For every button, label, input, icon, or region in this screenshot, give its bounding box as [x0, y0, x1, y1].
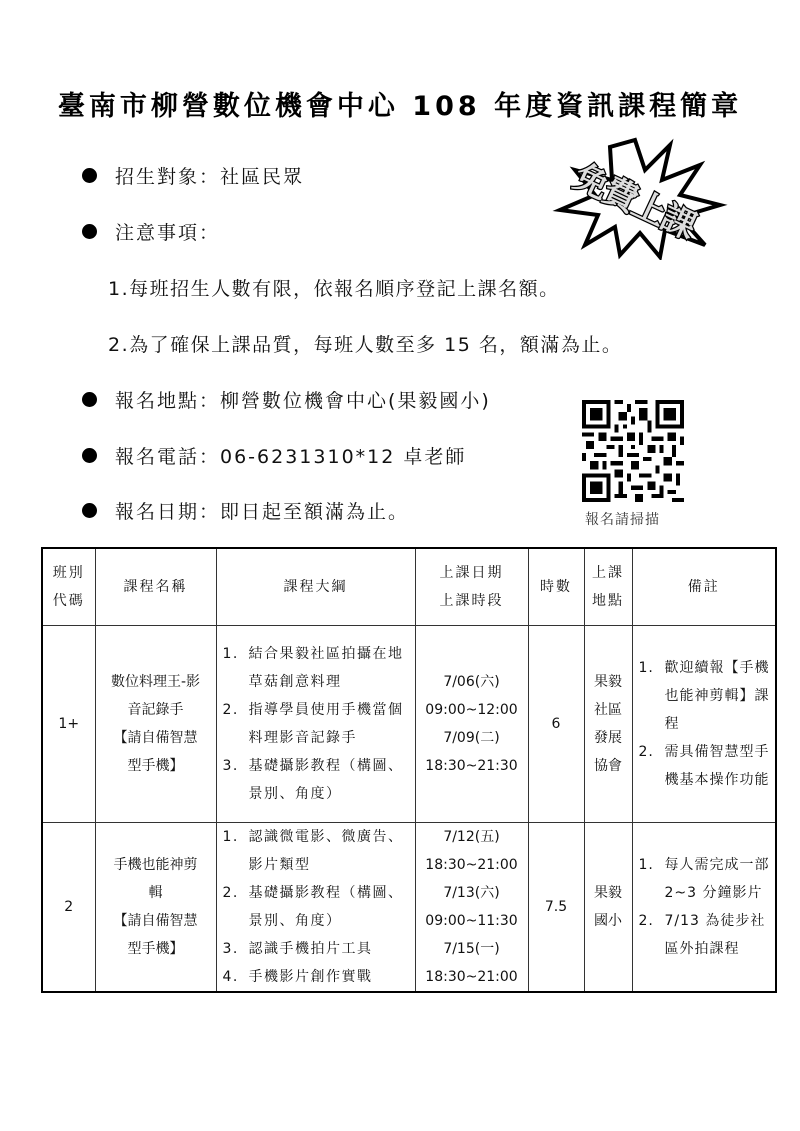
location-line: 國小: [594, 913, 622, 929]
location-line: 果毅: [594, 885, 622, 901]
date-line: 7/12(五): [443, 829, 500, 845]
item-number: 3.: [222, 758, 239, 774]
location-text: 報名地點：柳營數位機會中心(果毅國小): [115, 390, 491, 412]
remark-item: [639, 654, 772, 738]
info-location: [82, 386, 491, 413]
header-outline: 課程大綱: [216, 548, 415, 626]
starburst-icon: [540, 135, 730, 260]
header-text: 上課日期: [439, 565, 504, 581]
course-table: [41, 547, 777, 993]
cell-remarks: [632, 626, 776, 823]
location-line: 發展: [594, 730, 622, 746]
info-phone: [82, 442, 466, 469]
name-line: 手機也能神剪: [113, 857, 198, 873]
remark-item: [639, 738, 772, 794]
info-date: [82, 497, 409, 524]
item-text: 基礎攝影教程（構圖、景別、角度）: [248, 885, 404, 929]
location-line: 果毅: [594, 674, 622, 690]
table-header-row: [42, 548, 776, 626]
remark-item: [639, 851, 772, 907]
location-line: 社區: [594, 702, 622, 718]
outline-item: [223, 752, 411, 808]
item-number: 2.: [222, 702, 239, 718]
qr-code-icon: [582, 400, 684, 502]
outline-item: [223, 823, 411, 879]
header-date-time: [415, 548, 528, 626]
item-number: 2.: [638, 744, 654, 760]
date-text: 報名日期：即日起至額滿為止。: [115, 501, 410, 523]
date-line: 7/15(一): [443, 941, 500, 957]
notes-label: 注意事項：: [115, 222, 221, 244]
note-1: 1.每班招生人數有限，依報名順序登記上課名額。: [108, 278, 560, 300]
item-number: 2.: [638, 913, 654, 929]
outline-item: [223, 640, 411, 696]
header-hours: 時數: [528, 548, 584, 626]
remark-item: [639, 907, 772, 963]
cell-remarks: [632, 823, 776, 993]
time-line: 09:00~12:00: [425, 702, 518, 718]
cell-course-name: [95, 823, 216, 993]
date-line: 7/13(六): [443, 885, 500, 901]
header-location: [584, 548, 632, 626]
item-text: 需具備智慧型手機基本操作功能: [664, 744, 770, 788]
target-text: 招生對象：社區民眾: [115, 166, 305, 188]
item-text: 7/13 為徒步社區外拍課程: [664, 913, 766, 957]
cell-hours: 7.5: [528, 823, 584, 993]
cell-date-time: [415, 626, 528, 823]
outline-item: [223, 879, 411, 935]
item-number: 2.: [222, 885, 239, 901]
item-number: 1.: [222, 829, 239, 845]
bullet-icon: [82, 448, 97, 463]
outline-item: [223, 935, 411, 963]
bullet-icon: [82, 503, 97, 518]
item-number: 1.: [222, 646, 239, 662]
cell-location: [584, 626, 632, 823]
cell-course-name: [95, 626, 216, 823]
name-line: 【請自備智慧: [113, 730, 198, 746]
time-line: 18:30~21:00: [425, 969, 518, 985]
item-number: 1.: [638, 857, 654, 873]
name-line: 數位料理王-影: [110, 674, 201, 690]
bullet-icon: [82, 224, 97, 239]
name-line: 【請自備智慧: [113, 913, 198, 929]
header-remarks: 備註: [632, 548, 776, 626]
name-line: 型手機】: [127, 941, 184, 957]
item-number: 3.: [222, 941, 239, 957]
outline-item: [223, 963, 411, 991]
item-text: 每人需完成一部 2~3 分鐘影片: [664, 857, 770, 901]
page-title: 臺南市柳營數位機會中心 108 年度資訊課程簡章: [57, 91, 743, 122]
header-text: 上課時段: [439, 593, 504, 609]
badge-text: 免費上課: [567, 156, 701, 247]
table-row: [42, 823, 776, 993]
header-text: 班別: [52, 565, 85, 581]
cell-hours: 6: [528, 626, 584, 823]
time-line: 18:30~21:30: [425, 758, 518, 774]
item-text: 認識微電影、微廣告、影片類型: [248, 829, 404, 873]
name-line: 音記錄手: [127, 702, 184, 718]
cell-location: [584, 823, 632, 993]
free-class-badge: [540, 135, 730, 260]
item-text: 指導學員使用手機當個料理影音記錄手: [248, 702, 404, 746]
item-text: 基礎攝影教程（構圖、景別、角度）: [248, 758, 404, 802]
cell-code: 2: [42, 823, 95, 993]
header-text: 上課: [592, 565, 624, 581]
outline-item: [223, 696, 411, 752]
cell-outline: [216, 823, 415, 993]
header-class-code: [42, 548, 95, 626]
name-line: 型手機】: [127, 758, 184, 774]
phone-text: 報名電話：06-6231310*12 卓老師: [115, 446, 467, 468]
name-line: 輯: [148, 885, 163, 901]
cell-outline: [216, 626, 415, 823]
item-text: 認識手機拍片工具: [248, 941, 373, 957]
header-text: 地點: [592, 593, 624, 609]
item-number: 1.: [638, 660, 654, 676]
date-line: 7/09(二): [443, 730, 500, 746]
item-text: 結合果毅社區拍攝在地草菇創意料理: [248, 646, 404, 690]
item-text: 歡迎續報【手機也能神剪輯】課程: [664, 660, 770, 732]
time-line: 09:00~11:30: [425, 913, 518, 929]
qr-code[interactable]: [582, 400, 684, 506]
info-target: [82, 162, 304, 189]
item-number: 4.: [222, 969, 239, 985]
item-text: 手機影片創作實戰: [248, 969, 373, 985]
header-course-name: 課程名稱: [95, 548, 216, 626]
qr-caption: 報名請掃描: [585, 512, 660, 528]
info-notes-label: [82, 218, 220, 245]
cell-code: 1+: [42, 626, 95, 823]
location-line: 協會: [594, 758, 622, 774]
date-line: 7/06(六): [443, 674, 500, 690]
header-text: 代碼: [52, 593, 85, 609]
bullet-icon: [82, 392, 97, 407]
bullet-icon: [82, 168, 97, 183]
table-row: [42, 626, 776, 823]
time-line: 18:30~21:00: [425, 857, 518, 873]
cell-date-time: [415, 823, 528, 993]
note-2: 2.為了確保上課品質，每班人數至多 15 名，額滿為止。: [108, 334, 623, 356]
